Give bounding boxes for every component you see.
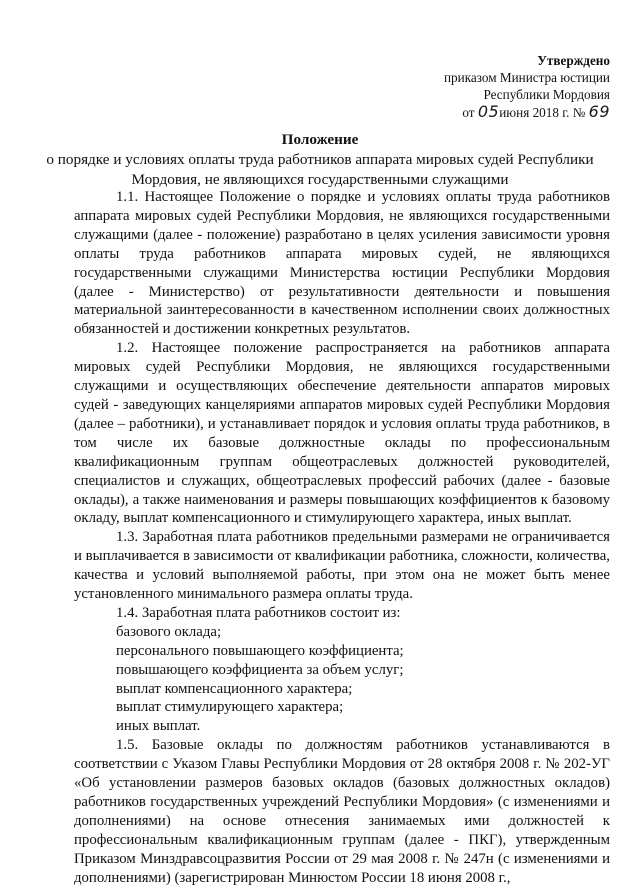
list-item: иных выплат. [116,718,201,735]
approval-date-line [420,103,610,121]
list-item: персонального повышающего коэффициента; [116,642,404,659]
approval-order-number-handwritten: 69 [588,102,610,121]
document-heading: Положение [281,131,359,148]
approval-date-prefix: от [462,105,475,120]
paragraph-1-3: 1.3. Заработная плата работников предельными размерами не ограничивается и выплачивается в зависимости от квалификации работника, сложности, количества, качества и условий выполняемой работы, при этом она не может быть менее установленного минимального размера оплаты труда. [74,529,610,603]
approval-line-2: Республики Мордовия [483,87,610,102]
approval-stamp [420,52,610,121]
paragraph-1-5: 1.5. Базовые оклады по должностям работников устанавливаются в соответствии с Указом Главы Республики Мордовия от 28 октября 2008 г. № 202-УГ «Об установлении размеров базовых окладов (базовых должностных окладов) работников государственных учреждений Республики Мордовия» (с изменениями и дополнениями) на основе отнесения занимаемых ими должностей к профессиональным квалификационным группам (далее - ПКГ), утвержденным Приказом Минздравсоцразвития России от 29 мая 2008 г. № 247н (с изменениями и дополнениями) (зарегистрирован Минюстом России 18 июня 2008 г., [74,737,610,886]
approval-date-rest: июня 2018 г. № [499,105,586,120]
document-body [74,188,610,888]
list-item: повышающего коэффициента за объем услуг; [116,661,404,678]
approval-line-1: приказом Министра юстиции [443,70,610,85]
paragraph-1-1: 1.1. Настоящее Положение о порядке и условиях оплаты труда работников аппарата мировых судей Республики Мордовия, не являющихся государственными служащими (далее - положение) разработано в целях усиления зависимости уровня оплаты труда работников аппарата мировых судей, не являющихся государственными служащими Министерства юстиции Республики Мордовия (далее - Министерство) от результативности деятельности и повышения материальной заинтересованности в качественном исполнении своих должностных обязанностей и достижении конкретных результатов. [74,189,610,338]
document-title [40,130,600,190]
approval-heading: Утверждено [537,53,610,68]
document-subtitle: о порядке и условиях оплаты труда работников аппарата мировых судей Республики Мордовия, не являющихся государственными служащими [46,151,594,188]
list-item: базового оклада; [116,623,222,640]
paragraph-1-4-intro: 1.4. Заработная плата работников состоит из: [116,604,401,621]
list-item: выплат компенсационного характера; [116,680,353,697]
paragraph-1-2: 1.2. Настоящее положение распространяется на работников аппарата мировых судей Республики Мордовия, не являющихся государственными служащими и осуществляющих обеспечение деятельности аппаратов мировых судей - заведующих канцеляриями аппаратов мировых судей Республики Мордовия (далее – работники), и устанавливает порядок и условия оплаты труда работников, в том числе их базовые должностные оклады по профессиональным квалификационным группам общеотраслевых должностей руководителей, специалистов и служащих, общеотраслевых профессий рабочих (далее - базовые оклады), а также наименования и размеры повышающих коэффициентов к базовому окладу, выплат компенсационного и стимулирующего характера, иных выплат. [74,340,610,527]
approval-date-day-handwritten: 05 [477,102,500,121]
list-item: выплат стимулирующего характера; [116,699,344,716]
